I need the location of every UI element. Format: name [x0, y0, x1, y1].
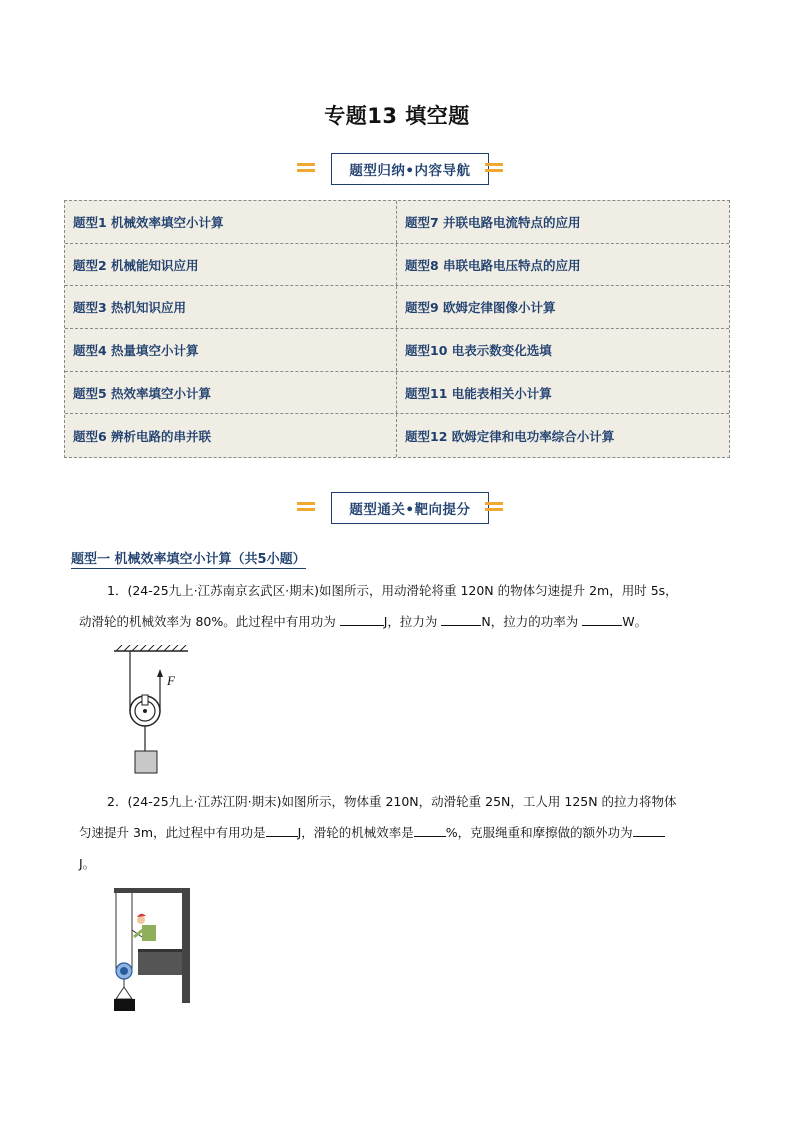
answer-blank[interactable]: [266, 824, 298, 837]
banner-deco-right: [485, 502, 503, 514]
page-title: 专题13 填空题: [324, 104, 470, 128]
question-1-line2: [79, 606, 719, 637]
question-text: 动滑轮的机械效率为 80%。此过程中有用功为: [79, 614, 340, 629]
question-1-line1: 1．(24-25九上·江苏南京玄武区·期末)如图所示，用动滑轮将重 120N 的物体匀速提升 2m，用时 5s，: [107, 583, 678, 598]
nav-item-type4[interactable]: 题型4 热量填空小计算: [65, 329, 397, 371]
question-text: J，拉力为: [383, 614, 442, 629]
banner-deco-left: [297, 163, 315, 175]
answer-blank[interactable]: [441, 613, 481, 626]
section-heading: 题型一 机械效率填空小计算（共5小题）: [71, 548, 306, 569]
pulley-figure-2: [108, 885, 198, 1025]
content-nav-table: [64, 200, 730, 458]
banner-deco-left: [297, 502, 315, 514]
answer-blank[interactable]: [340, 613, 384, 626]
nav-item-type6[interactable]: 题型6 辨析电路的串并联: [65, 414, 397, 457]
practice-banner: [297, 492, 503, 528]
nav-item-type11[interactable]: 题型11 电能表相关小计算: [405, 385, 552, 401]
nav-item-type5[interactable]: 题型5 热效率填空小计算: [65, 372, 397, 414]
question-2: [79, 786, 719, 879]
question-2-line3: J。: [79, 856, 96, 871]
nav-row: [65, 244, 729, 287]
nav-item-type1[interactable]: 题型1 机械效率填空小计算: [65, 201, 397, 243]
question-text: N，拉力的功率为: [481, 614, 583, 629]
banner-deco-right: [485, 163, 503, 175]
question-2-line1: 2．(24-25九上·江苏江阴·期末)如图所示，物体重 210N，动滑轮重 25N，工人用 125N 的拉力将物体: [107, 794, 677, 809]
question-2-line2: [79, 817, 719, 848]
answer-blank[interactable]: [414, 824, 446, 837]
force-label: F: [167, 673, 175, 688]
question-1: [79, 575, 719, 637]
question-text: %，克服绳重和摩擦做的额外功为: [445, 825, 633, 840]
nav-row: [65, 372, 729, 415]
question-text: J，滑轮的机械效率是: [297, 825, 414, 840]
nav-item-type8[interactable]: 题型8 串联电路电压特点的应用: [405, 257, 581, 273]
practice-banner-label: 题型通关•靶向提分: [331, 492, 489, 524]
nav-row: [65, 286, 729, 329]
question-text: 匀速提升 3m，此过程中有用功是: [79, 825, 266, 840]
nav-item-type2[interactable]: 题型2 机械能知识应用: [65, 244, 397, 286]
question-text: W。: [622, 614, 648, 629]
nav-item-type9[interactable]: 题型9 欧姆定律图像小计算: [405, 300, 556, 316]
nav-row: [65, 329, 729, 372]
nav-banner-label: 题型归纳•内容导航: [331, 153, 489, 185]
answer-blank[interactable]: [633, 824, 665, 837]
pulley-figure-1: [108, 645, 198, 777]
nav-item-type12[interactable]: 题型12 欧姆定律和电功率综合小计算: [405, 428, 615, 444]
answer-blank[interactable]: [582, 613, 622, 626]
nav-banner: [297, 153, 503, 189]
nav-row: [65, 201, 729, 244]
nav-item-type7[interactable]: 题型7 并联电路电流特点的应用: [405, 214, 581, 230]
nav-row: [65, 414, 729, 457]
nav-item-type10[interactable]: 题型10 电表示数变化选填: [405, 342, 552, 358]
nav-item-type3[interactable]: 题型3 热机知识应用: [65, 286, 397, 328]
